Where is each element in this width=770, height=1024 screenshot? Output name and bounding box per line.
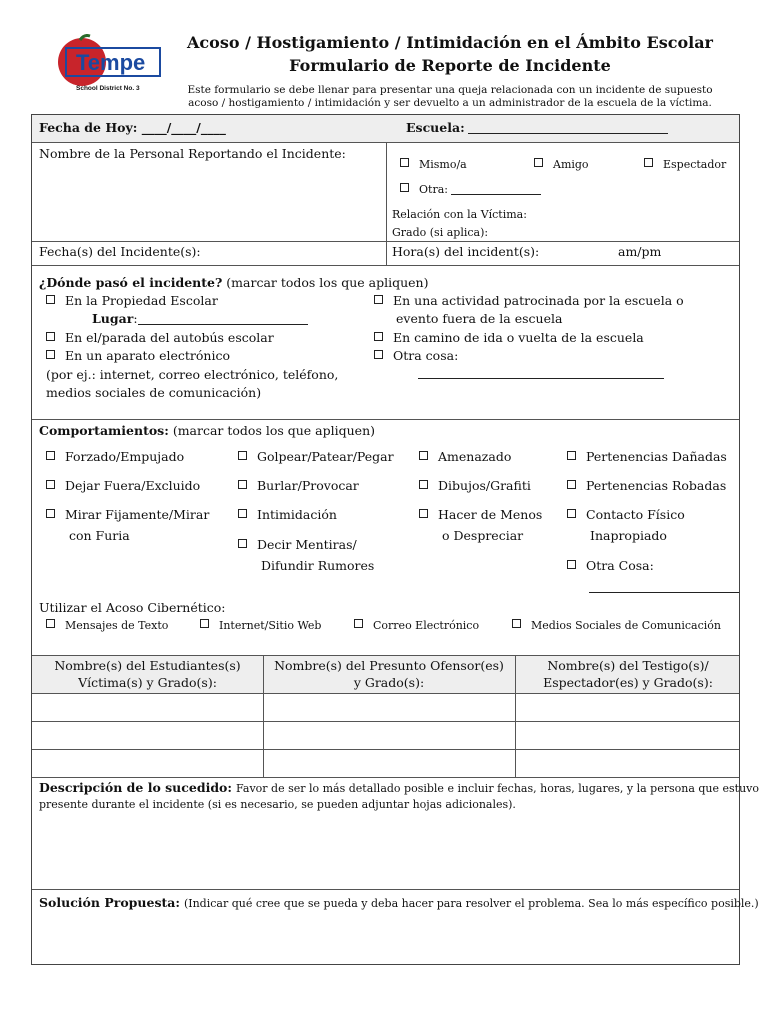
checkbox[interactable] [512,619,521,628]
opt-c4[interactable]: Pertenencias Dañadas [567,449,727,465]
opt-c2[interactable]: Golpear/Patear/Pegar [238,449,394,465]
relacion-label: Relación con la Víctima: [392,208,527,221]
desc-label: Descripción de lo sucedido: Favor de ser lo más detallado posible e incluir fechas, horas, lugares, y la persona que estuvo [39,780,760,795]
opt-c9[interactable]: Mirar Fijamente/Mirar [46,507,209,523]
c12-line2: Inapropiado [590,528,667,543]
aparato-ej1: (por ej.: internet, correo electrónico, teléfono, [46,367,339,382]
escuela-field[interactable] [468,133,668,134]
donde-question: ¿Dónde pasó el incidente? (marcar todos los que apliquen) [39,275,429,290]
reporter-label: Nombre de la Personal Reportando el Incidente: [39,146,346,161]
actividad-line2: evento fuera de la escuela [396,311,563,326]
checkbox[interactable] [200,619,209,628]
checkbox[interactable] [46,509,55,518]
opt-c14[interactable]: Otra Cosa: [567,558,654,574]
desc-field[interactable] [32,815,739,889]
opt-mismo[interactable]: Mismo/a [400,157,467,173]
names-h1: Nombre(s) del Estudiantes(s) Víctima(s) y Grado(s): [54,658,241,690]
opt-otra[interactable]: Otra: [400,182,541,198]
opt-otra-cosa[interactable]: Otra cosa: [374,348,458,364]
opt-c11[interactable]: Hacer de Menos [419,507,542,523]
checkbox[interactable] [46,480,55,489]
opt-propiedad[interactable]: En la Propiedad Escolar [46,293,218,309]
checkbox[interactable] [46,332,55,341]
ciber-label: Utilizar el Acoso Cibernético: [39,600,226,615]
opt-c6[interactable]: Burlar/Provocar [238,478,359,494]
checkbox[interactable] [46,619,55,628]
intro-line1: Este formulario se debe llenar para presentar una queja relacionada con un incidente de supuesto [187,84,713,96]
checkbox[interactable] [46,350,55,359]
checkbox[interactable] [400,183,409,192]
ampm-label: am/pm [618,244,662,259]
opt-ciber4[interactable]: Medios Sociales de Comunicación [512,618,721,634]
svg-text:Tempe: Tempe [76,50,146,75]
names-h3: Nombre(s) del Testigo(s)/ Espectador(es) y Grado(s): [543,658,713,690]
fecha-hoy-field[interactable]: Fecha de Hoy: ____/____/____ [39,120,226,135]
comport-label: Comportamientos: (marcar todos los que apliquen) [39,423,375,438]
checkbox[interactable] [238,509,247,518]
checkbox[interactable] [46,451,55,460]
checkbox[interactable] [419,480,428,489]
checkbox[interactable] [374,332,383,341]
checkbox[interactable] [354,619,363,628]
opt-c12[interactable]: Contacto Físico [567,507,685,523]
checkbox[interactable] [400,158,409,167]
opt-aparato[interactable]: En un aparato electrónico [46,348,230,364]
horas-incidente-label: Hora(s) del incident(s): [392,244,540,259]
opt-c13[interactable]: Decir Mentiras/ [238,537,357,553]
svg-text:School District No. 3: School District No. 3 [76,85,140,92]
sol-label: Solución Propuesta: (Indicar qué cree que se pueda y deba hacer para resolver el problema. Sea lo más específico posible.) [39,895,759,910]
checkbox[interactable] [419,509,428,518]
otra-cosa-field[interactable] [418,378,664,379]
opt-camino[interactable]: En camino de ida o vuelta de la escuela [374,330,644,346]
checkbox[interactable] [567,480,576,489]
form-title-line2: Formulario de Reporte de Incidente [289,56,611,75]
checkbox[interactable] [238,480,247,489]
opt-autobus[interactable]: En el/parada del autobús escolar [46,330,274,346]
checkbox[interactable] [534,158,543,167]
checkbox[interactable] [567,560,576,569]
incident-form [31,114,760,965]
opt-ciber1[interactable]: Mensajes de Texto [46,618,168,634]
grado-label: Grado (si aplica): [392,226,489,239]
form-title-line1: Acoso / Hostigamiento / Intimidación en el Ámbito Escolar [187,33,713,52]
opt-c3[interactable]: Amenazado [419,449,511,465]
c13-line2: Difundir Rumores [261,558,375,573]
checkbox[interactable] [567,509,576,518]
tempe-logo [52,34,164,98]
checkbox[interactable] [644,158,653,167]
intro-line2: acoso / hostigamiento / intimidación y ser devuelto a un administrador de la escuela de la víctima. [188,97,712,109]
checkbox[interactable] [567,451,576,460]
opt-c7[interactable]: Dibujos/Grafiti [419,478,531,494]
checkbox[interactable] [238,451,247,460]
checkbox[interactable] [238,539,247,548]
fechas-incidente-label: Fecha(s) del Incidente(s): [39,244,201,259]
opt-ciber2[interactable]: Internet/Sitio Web [200,618,321,634]
checkbox[interactable] [46,295,55,304]
checkbox[interactable] [419,451,428,460]
opt-ciber3[interactable]: Correo Electrónico [354,618,479,634]
otra-cosa-comport-field[interactable] [589,592,739,593]
c9-line2: con Furia [69,528,130,543]
lugar-field[interactable]: Lugar: [92,311,308,327]
opt-c8[interactable]: Pertenencias Robadas [567,478,726,494]
escuela-label: Escuela: [406,120,465,135]
opt-actividad[interactable]: En una actividad patrocinada por la escuela o [374,293,684,309]
checkbox[interactable] [374,295,383,304]
opt-c1[interactable]: Forzado/Empujado [46,449,184,465]
opt-amigo[interactable]: Amigo [534,157,589,173]
sol-field[interactable] [32,915,739,963]
opt-espectador[interactable]: Espectador [644,157,726,173]
checkbox[interactable] [374,350,383,359]
aparato-ej2: medios sociales de comunicación) [46,385,262,400]
c11-line2: o Despreciar [442,528,524,543]
desc-hint2: presente durante el incidente (si es necesario, se pueden adjuntar hojas adicionales). [39,798,516,811]
names-h2: Nombre(s) del Presunto Ofensor(es) y Grado(s): [274,658,504,690]
opt-c10[interactable]: Intimidación [238,507,337,523]
opt-c5[interactable]: Dejar Fuera/Excluido [46,478,200,494]
